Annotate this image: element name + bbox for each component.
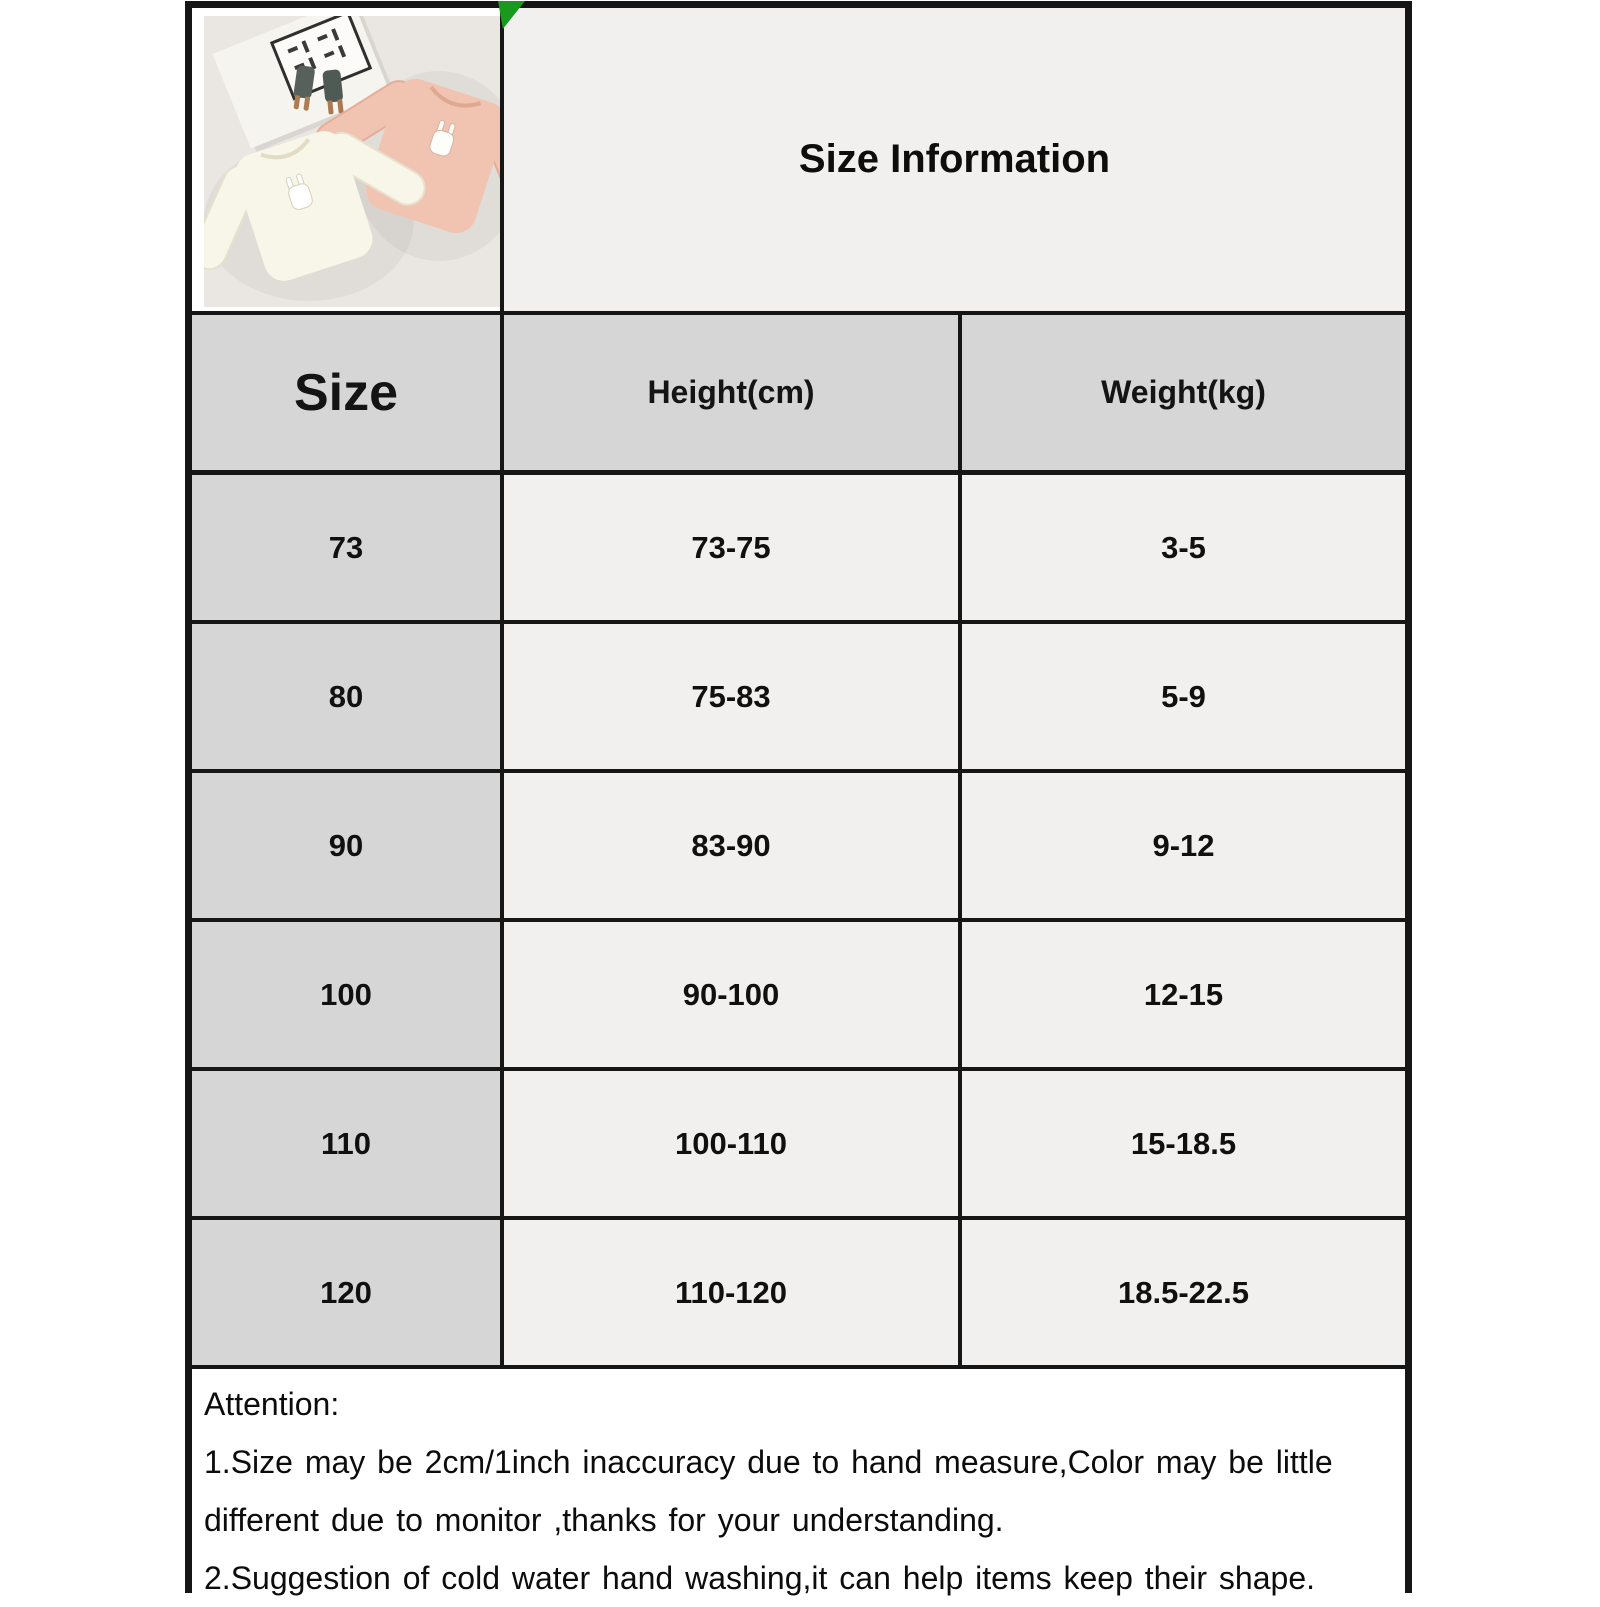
table-row: [192, 773, 1405, 922]
attention-note-2: 2.Suggestion of cold water hand washing,it can help items keep their shape.: [204, 1560, 1315, 1596]
table-row: [192, 1220, 1405, 1369]
table-row: [192, 1071, 1405, 1220]
table-row: [192, 624, 1405, 773]
size-information-header: [504, 8, 1405, 311]
column-header-size: Size: [192, 315, 504, 470]
table-row: [192, 922, 1405, 1071]
page-title: Size Information: [798, 137, 1111, 181]
size-chart-sheet: [185, 1, 1412, 1596]
attention-label: Attention:: [204, 1386, 340, 1422]
size-cell: 90: [192, 773, 504, 918]
height-cell: 110-120: [504, 1220, 962, 1365]
weight-cell: 12-15: [962, 922, 1405, 1067]
attention-note: [192, 1369, 1405, 1607]
table-header-row: [192, 315, 1405, 475]
table-row: [192, 475, 1405, 624]
height-cell: 73-75: [504, 475, 962, 620]
weight-cell: 15-18.5: [962, 1071, 1405, 1216]
size-cell: 73: [192, 475, 504, 620]
size-cell: 100: [192, 922, 504, 1067]
attention-note-1: 1.Size may be 2cm/1inch inaccuracy due to hand measure,Color may be little different due to monitor ,thanks for your understanding.: [204, 1444, 1333, 1538]
weight-cell: 18.5-22.5: [962, 1220, 1405, 1365]
product-photo-cell: [192, 8, 504, 311]
weight-cell: 3-5: [962, 475, 1405, 620]
column-header-height: Height(cm): [504, 315, 962, 470]
column-header-weight: Weight(kg): [1101, 374, 1266, 410]
weight-cell: 5-9: [962, 624, 1405, 769]
size-cell: 80: [192, 624, 504, 769]
size-cell: 120: [192, 1220, 504, 1365]
weight-cell: 9-12: [962, 773, 1405, 918]
height-cell: 83-90: [504, 773, 962, 918]
product-photo: [204, 16, 500, 307]
height-cell: 90-100: [504, 922, 962, 1067]
size-cell: 110: [192, 1071, 504, 1216]
height-cell: 75-83: [504, 624, 962, 769]
top-row: [192, 8, 1405, 315]
height-cell: 100-110: [504, 1071, 962, 1216]
